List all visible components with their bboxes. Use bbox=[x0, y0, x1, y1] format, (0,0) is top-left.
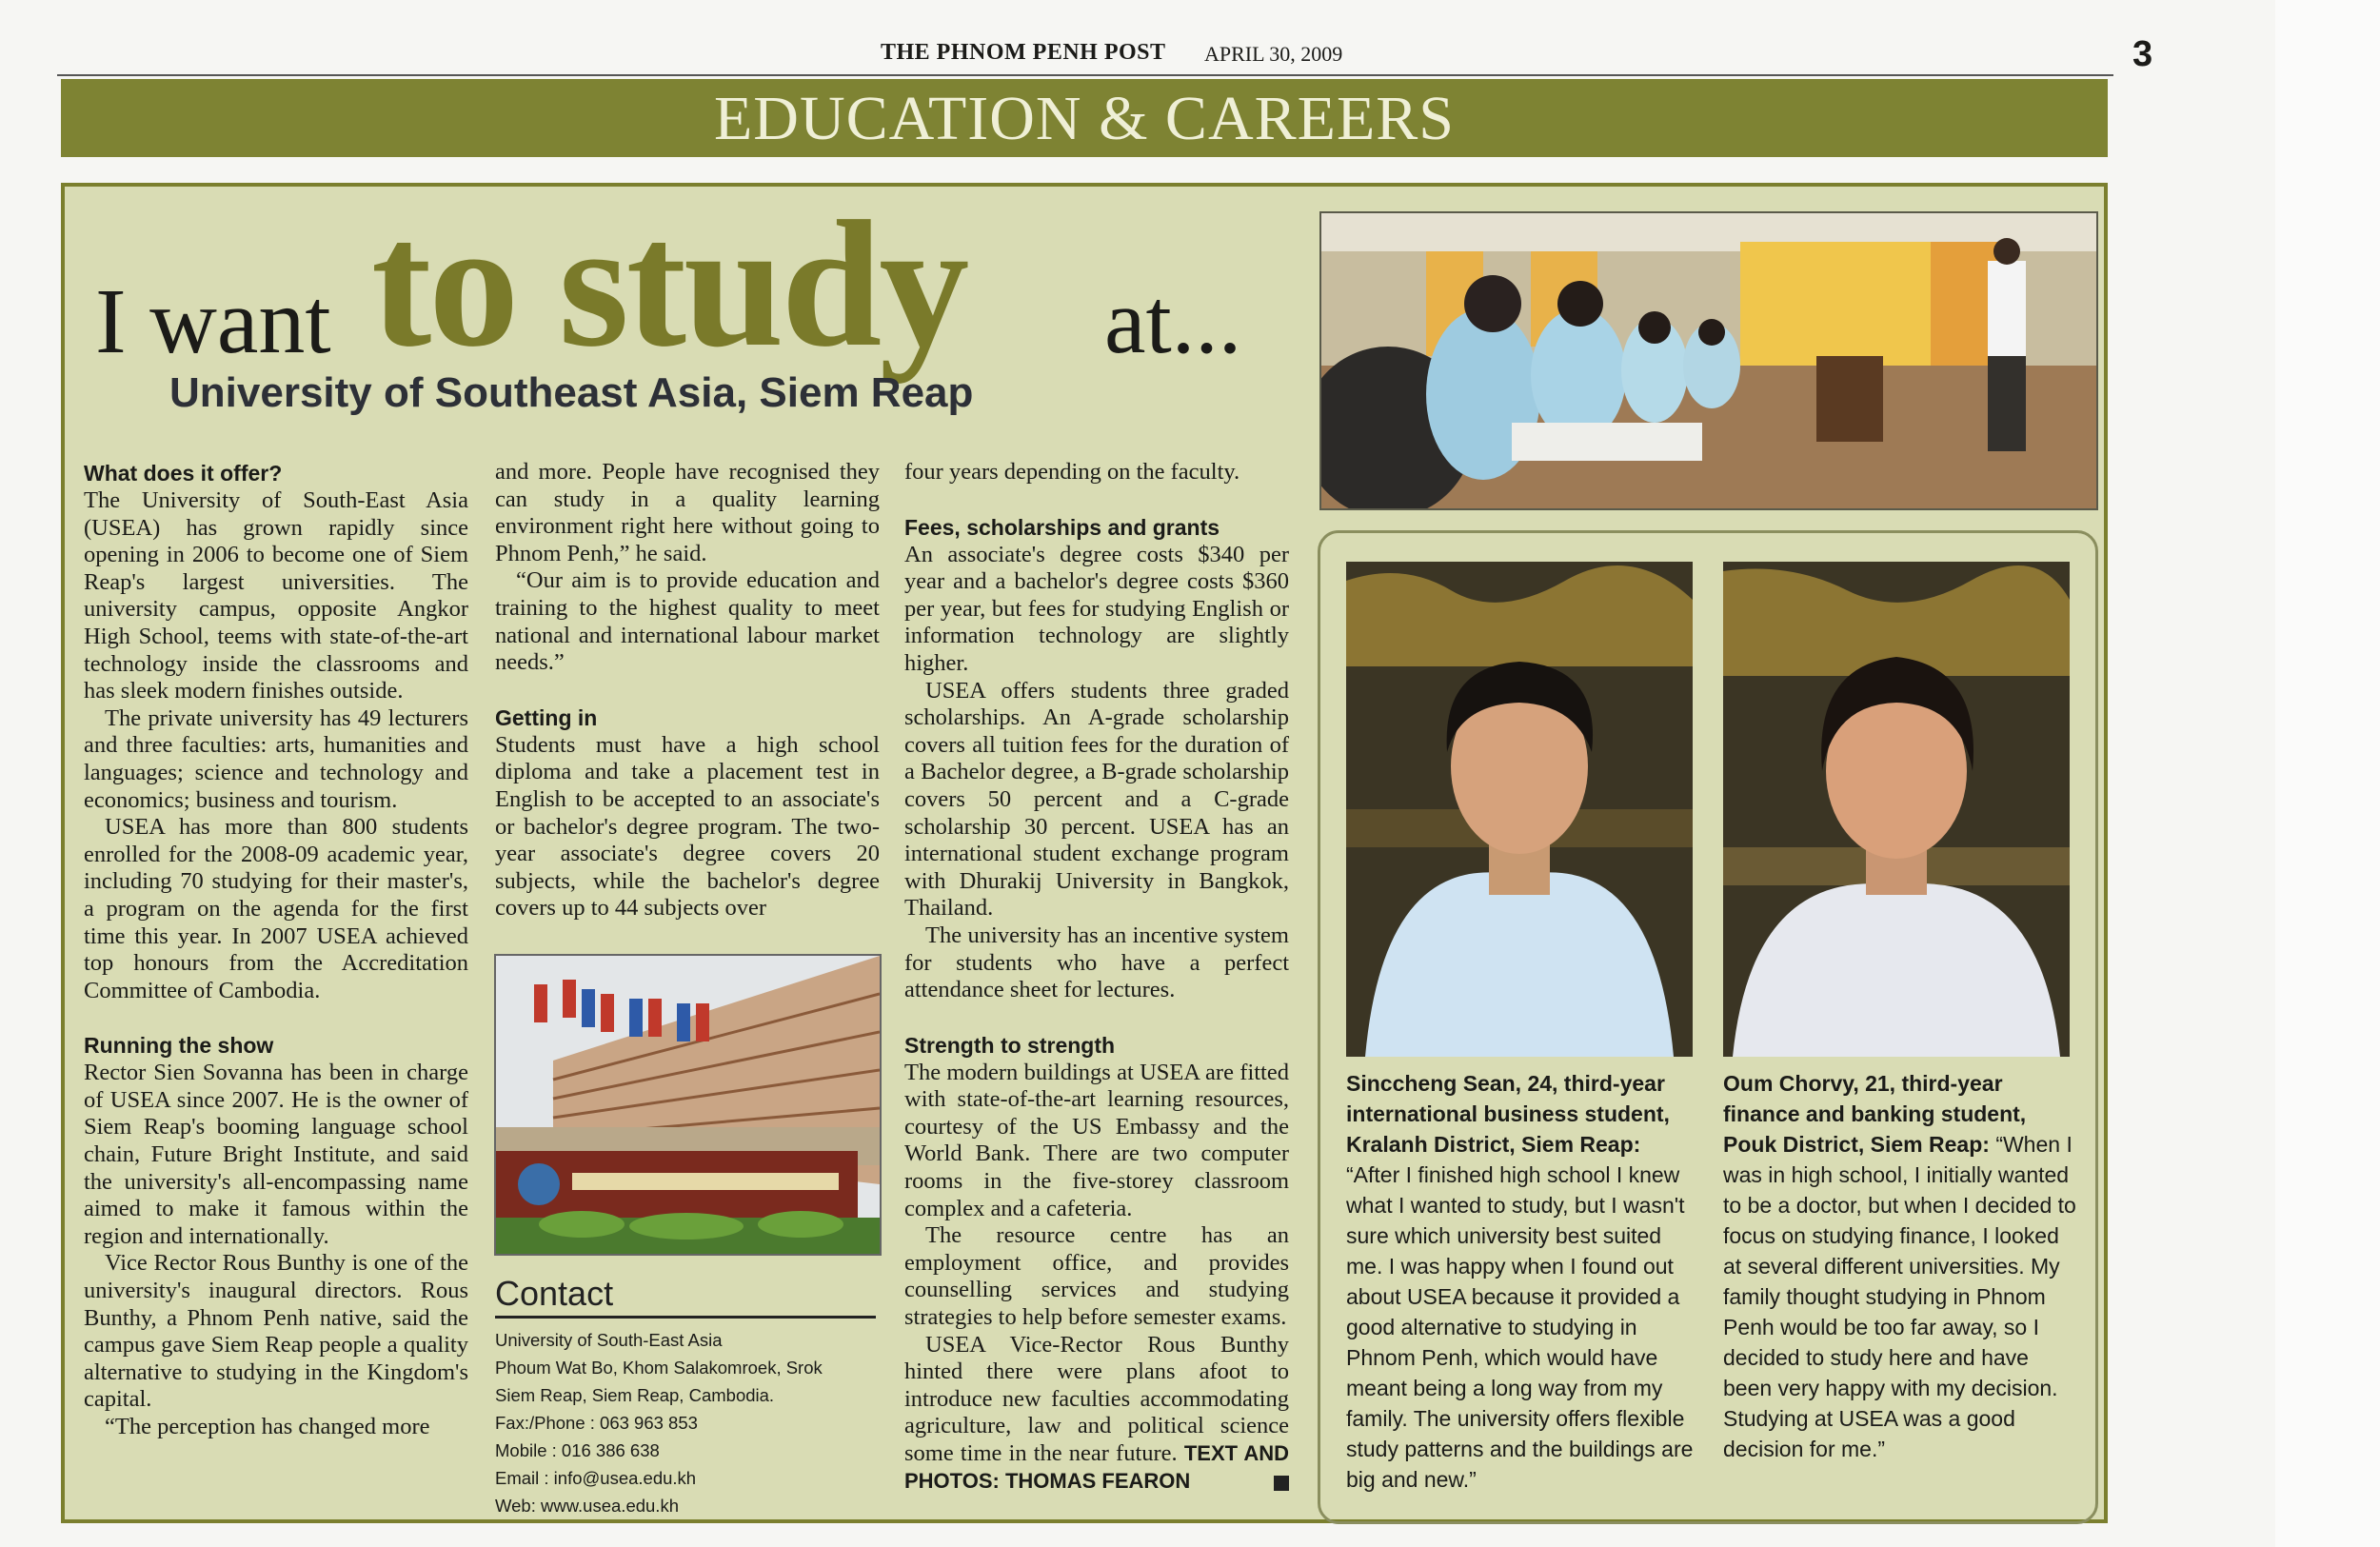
masthead bbox=[57, 34, 2153, 78]
student-portrait-oum bbox=[1723, 562, 2070, 1057]
headline-part-2: to study bbox=[371, 185, 967, 385]
paragraph: An associate's degree costs $340 per year and a bachelor's degree costs $360 per year, but fees for studying English or information technology are slightly higher. bbox=[904, 541, 1289, 676]
heading-running-the-show: Running the show bbox=[84, 1033, 274, 1059]
end-mark bbox=[1274, 1476, 1289, 1491]
paragraph: four years depending on the faculty. bbox=[904, 459, 1240, 485]
paragraph: The resource centre has an employment office, and provides counselling services and studying strategies to help before semester exams. bbox=[904, 1222, 1289, 1331]
paragraph: Students must have a high school diploma and take a placement test in English to be accepted to an associate's or bachelor's degree program. The two-year associate's degree covers 20 subjects, while the bachelor's degree covers up to 44 subjects over bbox=[495, 731, 880, 922]
classroom-photo bbox=[1319, 211, 2098, 510]
contact-box bbox=[495, 1274, 876, 1519]
paragraph: USEA offers students three graded scholarships. An A-grade scholarship covers all tuition fees for the duration of a Bachelor degree, a B-grade scholarship covers 50 percent and a C-grade scholarship 30 percent. USEA has an international student exchange program with Dhurakij University in Bangkok, Thailand. bbox=[904, 677, 1289, 922]
paragraph: The University of South-East Asia (USEA) has grown rapidly since opening in 2006 to become one of Siem Reap's largest universities. The university campus, opposite Angkor High School, teems with state-of-the-art technology inside the classrooms and has sleek modern finishes outside. bbox=[84, 487, 468, 704]
paper-name: THE PHNOM PENH POST bbox=[881, 40, 1166, 65]
paragraph bbox=[904, 1332, 1289, 1496]
contact-phone: Fax:/Phone : 063 963 853 bbox=[495, 1413, 698, 1433]
headline bbox=[95, 185, 1314, 390]
contact-title: Contact bbox=[495, 1274, 876, 1319]
heading-what-does-it-offer: What does it offer? bbox=[84, 461, 283, 486]
paragraph: and more. People have recognised they can study in a quality learning environment right here without going to Phnom Penh,” he said. bbox=[495, 459, 880, 566]
paragraph: “The perception has changed more bbox=[105, 1414, 430, 1439]
paragraph: Rector Sien Sovanna has been in charge of USEA since 2007. He is the owner of Siem Reap's booming language school chain, Future Bright Institute, and said the university's all-encompassing name aimed to make it famous within the region and internationally. bbox=[84, 1060, 468, 1249]
masthead-rule bbox=[57, 74, 2113, 76]
subheadline: University of Southeast Asia, Siem Reap bbox=[169, 369, 974, 416]
section-banner: EDUCATION & CAREERS bbox=[61, 79, 2108, 157]
headline-part-3: at... bbox=[1104, 270, 1242, 373]
contact-line: Phoum Wat Bo, Khom Salakomroek, Srok bbox=[495, 1358, 823, 1378]
paragraph: The private university has 49 lecturers and three faculties: arts, humanities and languages; science and technology and economics; business and tourism. bbox=[84, 704, 468, 813]
quote-text: “When I was in high school, I initially wanted to be a doctor, but when I decided to focus on studying finance, I looked at several different universities. My family thought studying in Phnom Penh would be too far away, so I decided to study here and have been very happy with my decision. Studying at USEA was a good decision for me.” bbox=[1723, 1132, 2076, 1461]
paragraph: The modern buildings at USEA are fitted with state-of-the-art learning resources, courtesy of the US Embassy and the World Bank. There are two computer rooms in the five-storey classroom complex and a cafeteria. bbox=[904, 1059, 1289, 1221]
paragraph: USEA has more than 800 students enrolled for the 2008-09 academic year, including 70 studying for their master's, a program on the agenda for the first time this year. In 2007 USEA achieved top honours from the Accreditation Committee of Cambodia. bbox=[84, 814, 468, 1003]
quote-attribution: Sinccheng Sean, 24, third-year international business student, Kralanh District, Siem Reap: bbox=[1346, 1071, 1670, 1157]
contact-line: University of South-East Asia bbox=[495, 1330, 723, 1350]
campus-building-photo bbox=[494, 954, 882, 1256]
article-column-3 bbox=[904, 459, 1289, 1495]
contact-web: Web: www.usea.edu.kh bbox=[495, 1496, 679, 1516]
paragraph: “Our aim is to provide education and training to the highest quality to meet national and international labour market needs.” bbox=[495, 567, 880, 676]
article-column-1 bbox=[84, 459, 468, 1441]
headline-part-1: I want bbox=[95, 270, 331, 373]
contact-line: Siem Reap, Siem Reap, Cambodia. bbox=[495, 1385, 775, 1405]
paragraph-text: USEA Vice-Rector Rous Bunthy hinted there were plans afoot to introduce new faculties accommodating agriculture, law and political science some time in the near future. bbox=[904, 1331, 1289, 1466]
paragraph: The university has an incentive system for students who have a perfect attendance sheet for lectures. bbox=[904, 922, 1289, 1003]
student-quote-1 bbox=[1346, 1068, 1698, 1495]
paragraph: Vice Rector Rous Bunthy is one of the university's inaugural directors. Rous Bunthy, a Phnom Penh native, said the campus gave Siem Reap people a quality alternative to studying in the Kingdom's capital. bbox=[84, 1250, 468, 1413]
page-number: 3 bbox=[2132, 34, 2153, 74]
quote-attribution: Oum Chorvy, 21, third-year finance and banking student, Pouk District, Siem Reap: bbox=[1723, 1071, 2027, 1157]
article-column-2 bbox=[495, 459, 880, 922]
photo-credit: TEXT AND PHOTOS: THOMAS FEARON bbox=[904, 1441, 1290, 1493]
student-portrait-sinccheng bbox=[1346, 562, 1693, 1057]
issue-date: APRIL 30, 2009 bbox=[1204, 42, 1343, 66]
contact-email: Email : info@usea.edu.kh bbox=[495, 1468, 697, 1488]
heading-strength: Strength to strength bbox=[904, 1032, 1116, 1058]
heading-fees: Fees, scholarships and grants bbox=[904, 514, 1220, 540]
contact-mobile: Mobile : 016 386 638 bbox=[495, 1440, 660, 1460]
student-quote-2 bbox=[1723, 1068, 2079, 1464]
contact-details bbox=[495, 1326, 876, 1519]
quote-text: “After I finished high school I knew what I wanted to study, but I wasn't sure which university best suited me. I was happy when I found out about USEA because it provided a good alternative to studying in Phnom Penh, which would have meant being a long way from my family. The university offers flexible study patterns and the buildings are big and new.” bbox=[1346, 1162, 1694, 1492]
page-margin bbox=[2275, 0, 2380, 1547]
heading-getting-in: Getting in bbox=[495, 704, 598, 730]
